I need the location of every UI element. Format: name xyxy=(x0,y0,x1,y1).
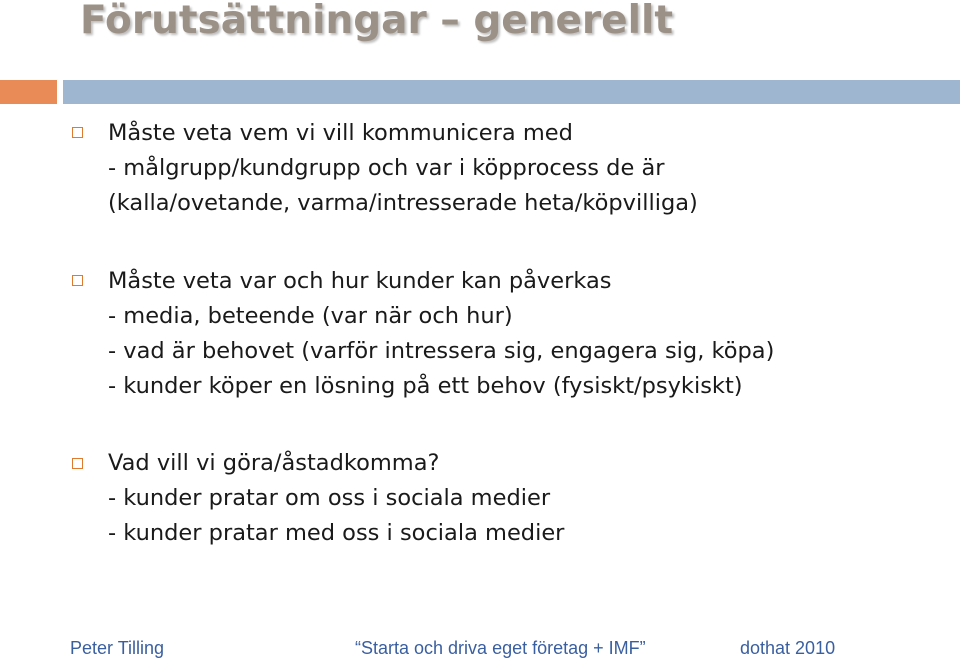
bullet-square-icon xyxy=(72,127,83,138)
footer-course-text: Starta och driva eget företag + IMF xyxy=(361,638,640,658)
bullet-square-icon xyxy=(72,458,83,469)
bullet-2-line-2: - media, beteende (var när och hur) xyxy=(108,303,513,329)
footer-source: dothat 2010 xyxy=(740,638,836,658)
bullet-1-line-3: (kalla/ovetande, varma/intresserade heta/köpvilliga) xyxy=(108,190,698,216)
bullet-1-line-2: - målgrupp/kundgrupp och var i köpprocess de är xyxy=(108,155,665,181)
footer-course: “Starta och driva eget företag + IMF” xyxy=(355,638,646,658)
bullet-3-line-1: Vad vill vi göra/åstadkomma? xyxy=(108,450,440,476)
slide-title: Förutsättningar – generellt xyxy=(80,0,673,43)
bullet-1-line-1: Måste veta vem vi vill kommunicera med xyxy=(108,120,573,146)
bullet-2-line-3: - vad är behovet (varför intressera sig, engagera sig, köpa) xyxy=(108,338,775,364)
bullet-3-line-3: - kunder pratar med oss i sociala medier xyxy=(108,520,565,546)
bullet-2-line-1: Måste veta var och hur kunder kan påverkas xyxy=(108,268,612,294)
bullet-square-icon xyxy=(72,275,83,286)
footer-author: Peter Tilling xyxy=(70,638,165,658)
bullet-2-line-4: - kunder köper en lösning på ett behov (fysiskt/psykiskt) xyxy=(108,373,743,399)
bullet-3-line-2: - kunder pratar om oss i sociala medier xyxy=(108,485,551,511)
